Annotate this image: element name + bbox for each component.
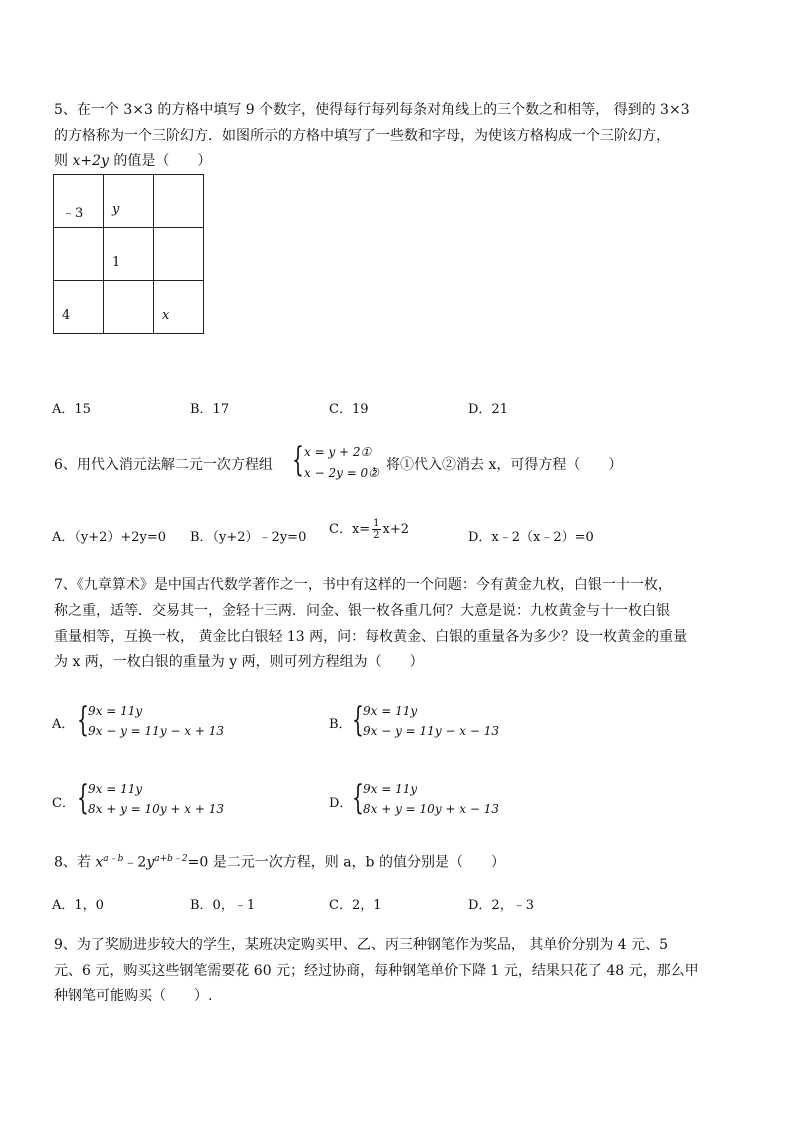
magic-square-grid: [53, 174, 204, 334]
q8-stem: 8、若 $x^{a﹣b}﹣2y^{a+b﹣2}=0$ 是二元一次方程，则 a，b 的值分别是（ ）: [54, 854, 505, 871]
grid-cell: y: [104, 175, 154, 228]
q8-option-c: C．2，1: [329, 898, 382, 913]
q8-option-d: D．2，﹣3: [468, 898, 534, 913]
q9-line-2: 元、6 元，购买这些钢笔需要花 60 元；经过协商，每种钢笔单价下降 1 元，结果只花了 48 元，那么甲: [54, 963, 699, 979]
q5-expression: x+2y: [72, 153, 109, 169]
q7-option-a-eq2: 9x − y = 11y − x + 13: [88, 724, 225, 738]
q7-option-a-brace: {: [77, 700, 89, 740]
q8-option-a: A．1，0: [52, 898, 104, 913]
grid-cell: [154, 228, 204, 281]
q5-option-a: A．15: [52, 402, 91, 417]
q7-option-d-eq2: 8x + y = 10y + x − 13: [363, 802, 500, 816]
q6-eq1: x = y + 2①: [304, 445, 372, 459]
grid-cell: [54, 228, 104, 281]
grid-cell: [104, 281, 154, 334]
q6-option-a: A．（y+2）+2y=0: [52, 530, 167, 545]
q6-option-d: D．x﹣2（x﹣2）=0: [468, 530, 594, 545]
q5-line-2: 的方格称为一个三阶幻方．如图所示的方格中填写了一些数和字母，为使该方格构成一个三阶幻方，: [54, 128, 670, 144]
q7-option-a-label: A．: [52, 717, 75, 732]
q7-option-c-eq1: 9x = 11y: [88, 782, 143, 796]
fraction: $\frac{1}{2}$: [373, 518, 380, 541]
q7-option-d-eq1: 9x = 11y: [363, 782, 418, 796]
q8-option-b: B．0，﹣1: [190, 898, 256, 913]
grid-cell: [154, 175, 204, 228]
q5-line-3-pre: 则: [54, 153, 73, 169]
q5-option-c: C．19: [329, 402, 369, 417]
q5-option-b: B．17: [190, 402, 230, 417]
grid-cell: ﹣3: [54, 175, 104, 228]
q5-line-1: 5、在一个 3×3 的方格中填写 9 个数字，使得每行每列每条对角线上的三个数之和相等， 得到的 3×3: [54, 102, 690, 118]
q7-option-c-label: C．: [52, 796, 75, 811]
q5-line-3-post: 的值是（ ）: [108, 153, 212, 169]
q5-line-3: [54, 152, 211, 170]
q9-line-3: 种钢笔可能购买（ ）.: [54, 988, 213, 1004]
q7-option-b-eq2: 9x − y = 11y − x − 13: [363, 724, 500, 738]
q7-line-2: 称之重，适等．交易其一，金轻十三两．问金、银一枚各重几何？大意是说：九枚黄金与十一枚白银: [54, 603, 670, 619]
grid-cell: x: [154, 281, 204, 334]
q9-line-1: 9、为了奖励进步较大的学生，某班决定购买甲、乙、丙三种钢笔作为奖品， 其单价分别为 4 元、5: [54, 937, 669, 953]
q7-line-1: 7、《九章算术》是中国古代数学著作之一，书中有这样的一个问题：今有黄金九枚，白银一十一枚，: [54, 577, 672, 593]
q6-option-c: C．x= $\frac{1}{2}$ x+2: [329, 518, 410, 541]
grid-cell: 4: [54, 281, 104, 334]
q7-option-b-eq1: 9x = 11y: [363, 704, 418, 718]
q6-eq2: x − 2y = 0②: [304, 466, 379, 480]
q7-option-c-brace: {: [77, 778, 89, 818]
q7-option-b-brace: {: [352, 700, 364, 740]
q6-text-pre: 6、用代入消元法解二元一次方程组: [54, 457, 273, 473]
q7-option-b-label: B．: [329, 717, 352, 732]
q6-option-b: B．（y+2）﹣2y=0: [190, 530, 307, 545]
q6-text-post: ，将①代入②消去 x，可得方程（ ）: [372, 457, 623, 473]
q7-line-3: 重量相等，互换一枚， 黄金比白银轻 13 两，问：每枚黄金、白银的重量各为多少？设一枚黄金的重量: [54, 629, 688, 645]
q7-option-d-label: D．: [329, 796, 353, 811]
q7-option-c-eq2: 8x + y = 10y + x + 13: [88, 802, 225, 816]
q7-option-d-brace: {: [352, 778, 364, 818]
q7-option-a-eq1: 9x = 11y: [88, 704, 143, 718]
q6-brace: {: [292, 440, 304, 480]
grid-cell: 1: [104, 228, 154, 281]
q5-option-d: D．21: [468, 402, 508, 417]
q7-line-4: 为 x 两，一枚白银的重量为 y 两，则可列方程组为（ ）: [54, 654, 424, 670]
